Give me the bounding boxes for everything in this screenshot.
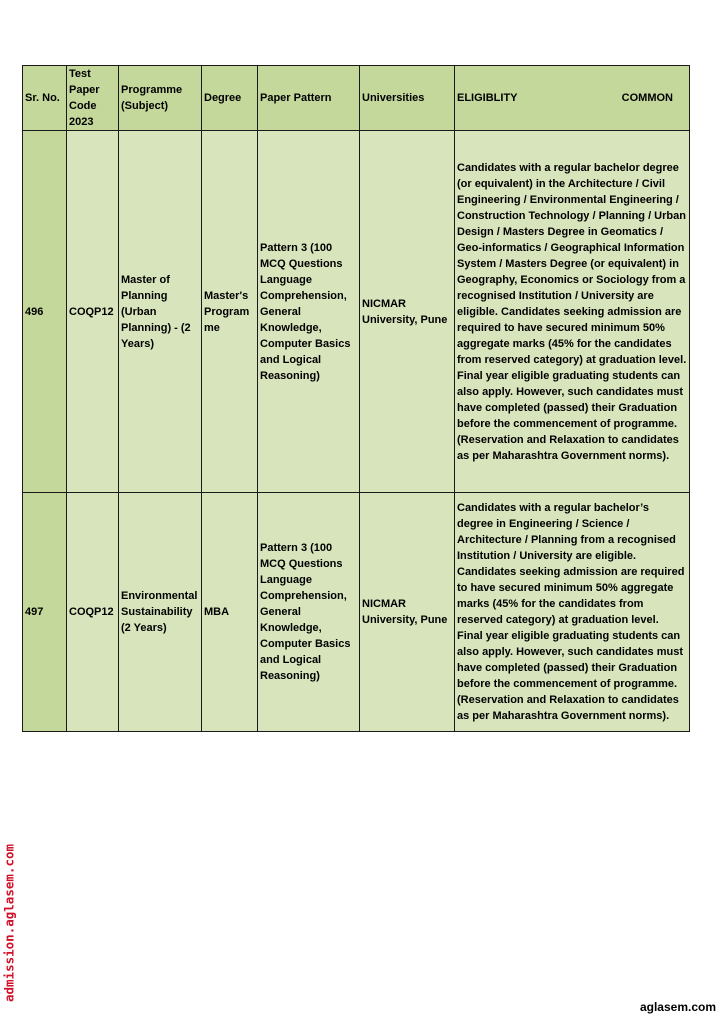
cell-test-paper-code: COQP12: [67, 131, 119, 493]
cell-university: NICMAR University, Pune: [360, 131, 455, 493]
cell-paper-pattern: Pattern 3 (100 MCQ Questions Language Comprehension, General Knowledge, Computer Basics and Logical Reasoning): [258, 131, 360, 493]
header-paper-pattern: Paper Pattern: [258, 66, 360, 131]
cell-test-paper-code: COQP12: [67, 493, 119, 732]
header-universities: Universities: [360, 66, 455, 131]
watermark: [2, 830, 16, 1015]
table-row: [23, 131, 690, 493]
header-sr-no: Sr. No.: [23, 66, 67, 131]
header-eligibility: [455, 66, 690, 131]
cell-university: NICMAR University, Pune: [360, 493, 455, 732]
header-eligibility-label: ELIGIBLITY: [457, 92, 518, 104]
table-header-row: [23, 66, 690, 131]
header-test-paper-code: Test Paper Code 2023: [67, 66, 119, 131]
cell-paper-pattern: Pattern 3 (100 MCQ Questions Language Comprehension, General Knowledge, Computer Basics and Logical Reasoning): [258, 493, 360, 732]
cell-sr-no: 497: [23, 493, 67, 732]
watermark-text: admission.aglasem.com: [1, 843, 17, 1002]
cell-sr-no: 496: [23, 131, 67, 493]
header-programme: Programme (Subject): [119, 66, 202, 131]
footer-site-name: aglasem.com: [639, 1000, 716, 1014]
cell-programme: Master of Planning (Urban Planning) - (2 Years): [119, 131, 202, 493]
cell-degree: MBA: [202, 493, 258, 732]
eligibility-table: [22, 65, 690, 732]
cell-eligibility: Candidates with a regular bachelor’s degree in Engineering / Science / Architecture / Planning from a recognised Institution / University are eligible. Candidates seeking admission are required to have secured minimum 50% aggregate marks (45% for the candidates from reserved category) at graduation level. Final year eligible graduating students can also apply. However, such candidates must have completed (passed) their Graduation before the commencement of programme. (Reservation and Relaxation to candidates as per Maharashtra Government norms).: [455, 493, 690, 732]
cell-degree: Master's Programme: [202, 131, 258, 493]
header-eligibility-tag: COMMON: [621, 92, 673, 104]
cell-eligibility: Candidates with a regular bachelor degree (or equivalent) in the Architecture / Civil Engineering / Environmental Engineering / Construction Technology / Planning / Urban Design / Masters Degree in Geomatics / Geo-informatics / Geographical Information System / Masters Degree (or equivalent) in Geography, Economics or Sociology from a recognised Institution / University are eligible. Candidates seeking admission are required to have secured minimum 50% aggregate marks (45% for the candidates from reserved category) at graduation level. Final year eligible graduating students can also apply. However, such candidates must have completed (passed) their Graduation before the commencement of programme. (Reservation and Relaxation to candidates as per Maharashtra Government norms).: [455, 131, 690, 493]
header-degree: Degree: [202, 66, 258, 131]
cell-programme: Environmental Sustainability (2 Years): [119, 493, 202, 732]
table-row: [23, 493, 690, 732]
